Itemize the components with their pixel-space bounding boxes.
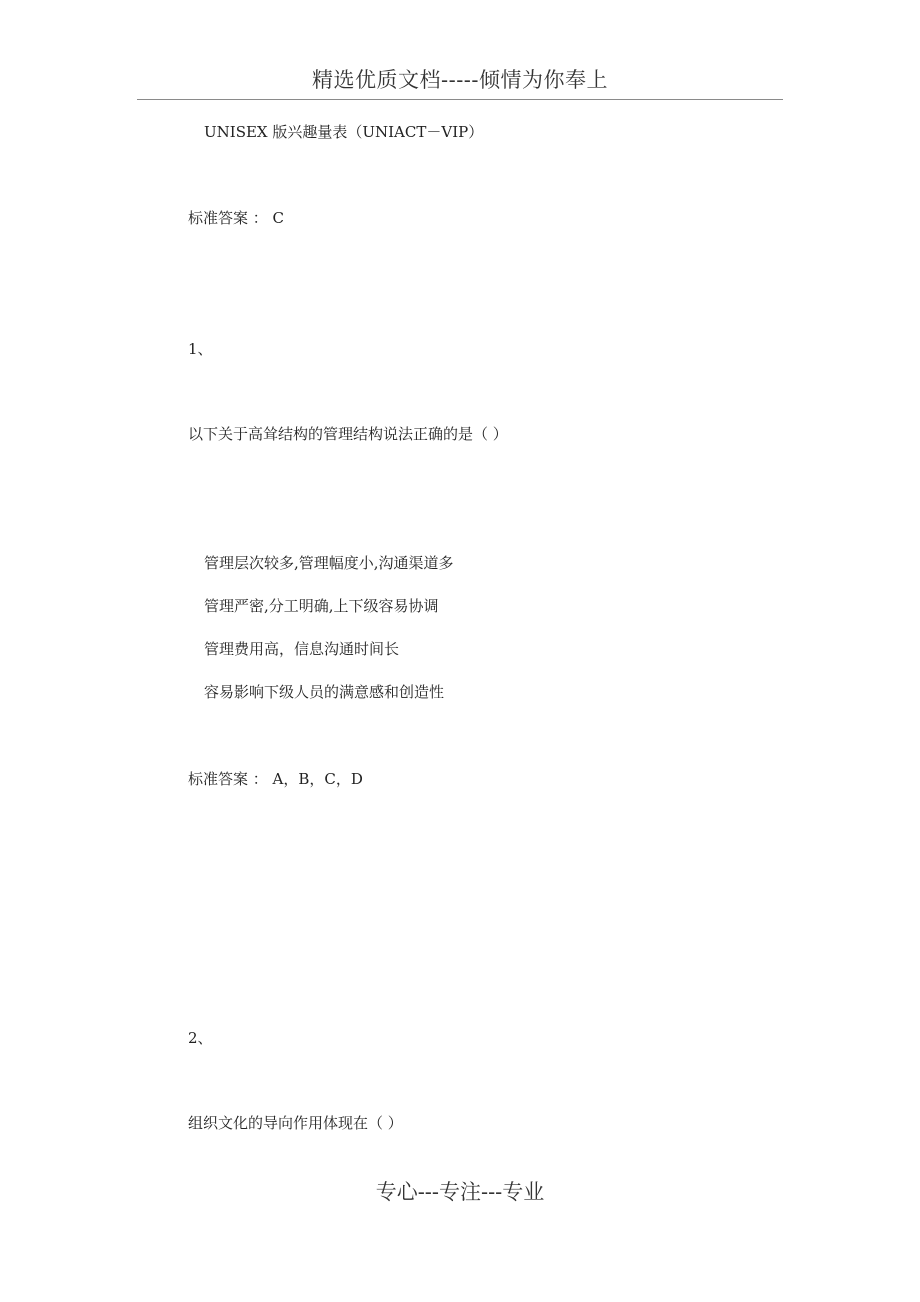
- header-divider: [137, 99, 783, 100]
- question-1-answer: 标准答案 ： A，B，C，D: [188, 770, 363, 788]
- question-2-prompt: 组织文化的导向作用体现在（ ）: [188, 1114, 403, 1132]
- previous-question-option: UNISEX 版兴趣量表（UNIACT－VIP）: [204, 123, 484, 141]
- page-header-title: 精选优质文档-----倾情为你奉上: [312, 68, 608, 92]
- question-1-option-c: 管理费用高，信息沟通时间长: [204, 640, 400, 658]
- question-1-option-d: 容易影响下级人员的满意感和创造性: [204, 683, 445, 701]
- question-1-prompt: 以下关于高耸结构的管理结构说法正确的是（ ）: [188, 425, 508, 443]
- question-1-option-b: 管理严密,分工明确,上下级容易协调: [204, 597, 439, 615]
- previous-question-answer: 标准答案 ： C: [188, 209, 285, 227]
- question-1-option-a: 管理层次较多,管理幅度小,沟通渠道多: [204, 554, 454, 572]
- question-1-number: 1、: [188, 340, 213, 358]
- page-footer-title: 专心---专注---专业: [375, 1180, 545, 1204]
- question-2-number: 2、: [188, 1029, 213, 1047]
